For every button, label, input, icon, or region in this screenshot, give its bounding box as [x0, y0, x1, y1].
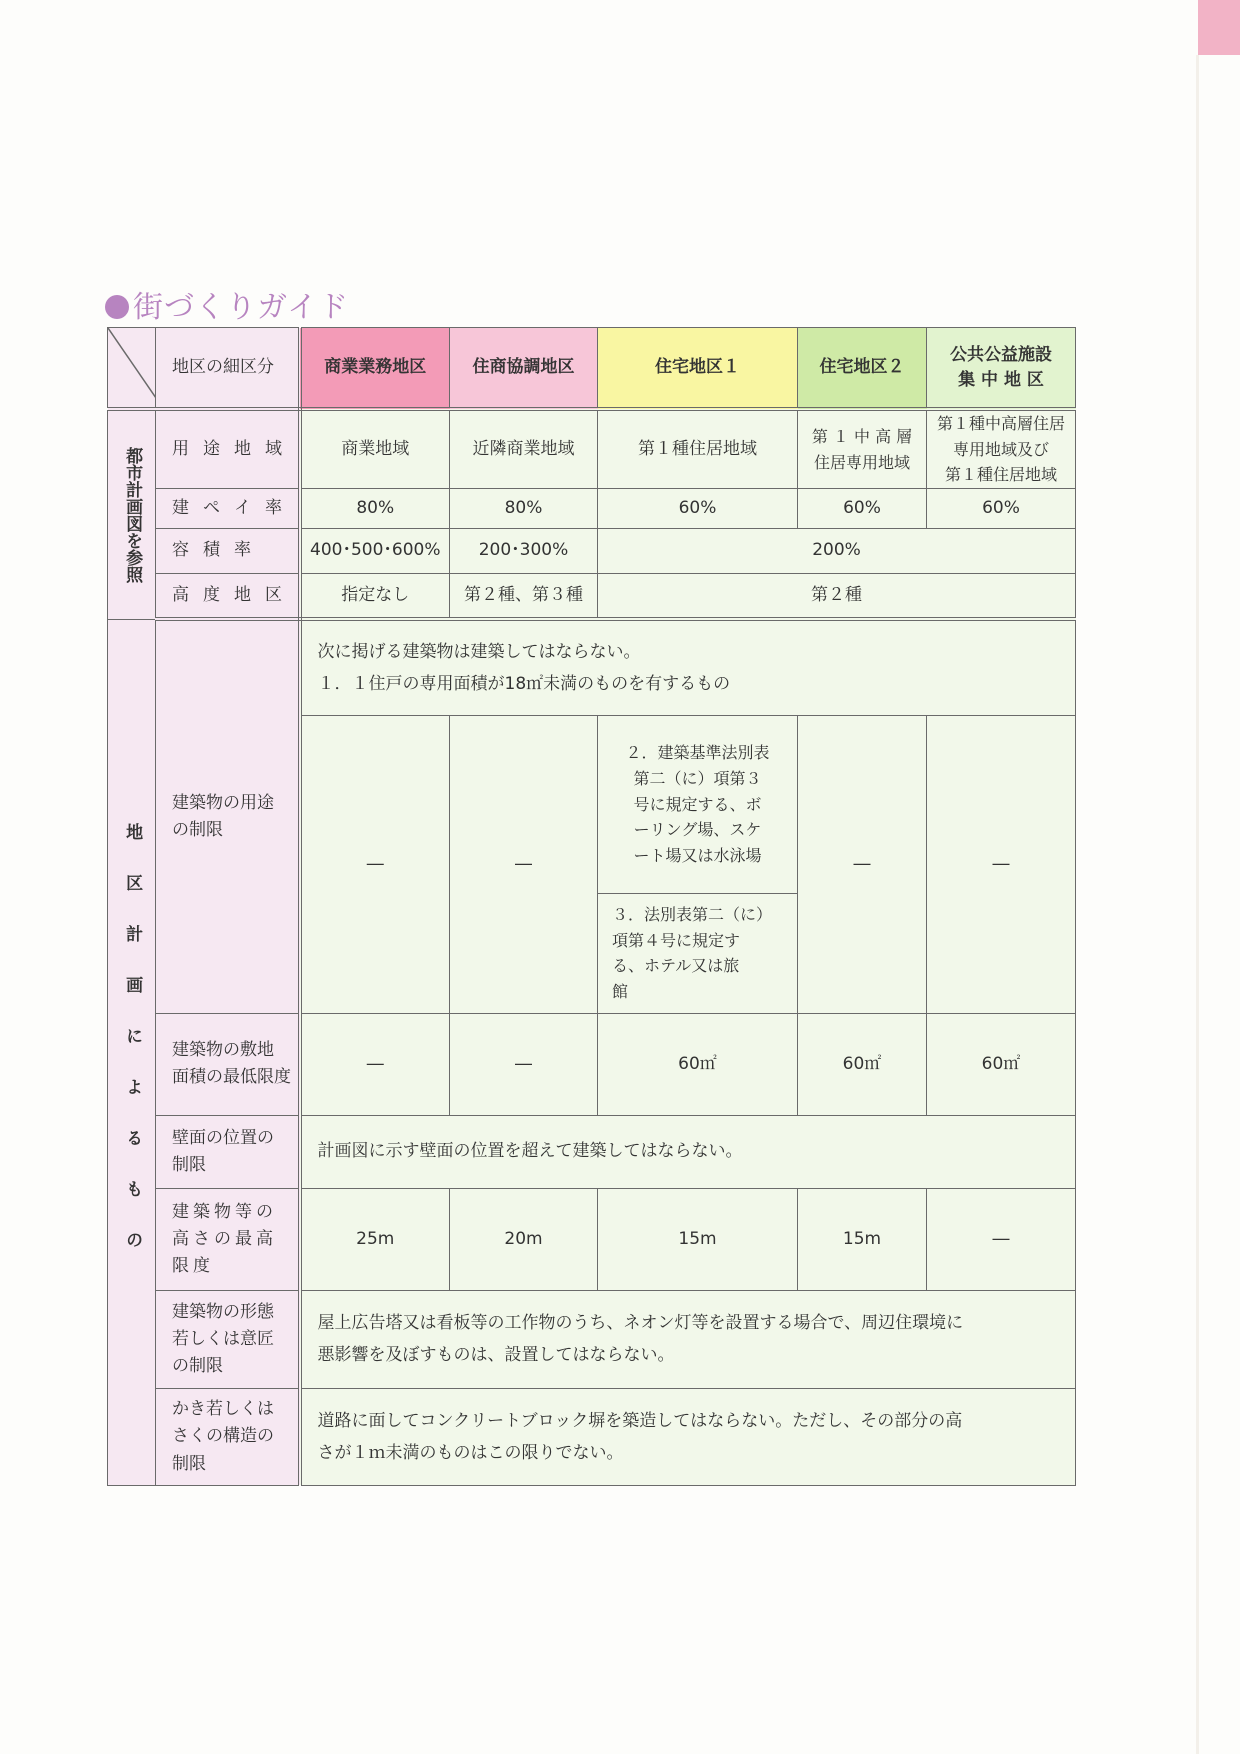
kodo-value: 指定なし: [300, 573, 450, 619]
row-hekimen: [108, 1115, 1076, 1188]
keitai-label: 建築物の形態 若しくは意匠 の制限: [156, 1290, 300, 1388]
yoseki-label: 容積率: [156, 528, 300, 573]
kenpei-label: 建ペイ率: [156, 488, 300, 528]
district-mixed: 住商協調地区: [450, 328, 598, 410]
page-edge: [1196, 55, 1199, 1754]
group2-label-cell: [108, 619, 156, 1485]
youto-seigen-value: ―: [450, 715, 598, 1013]
row-yoseki: [108, 528, 1076, 573]
row-youto: [108, 409, 1076, 488]
kodo-label: 高度地区: [156, 573, 300, 619]
takasa-value: 20m: [450, 1188, 598, 1290]
kodo-value: 第２種、第３種: [450, 573, 598, 619]
youto-seigen-value: ―: [300, 715, 450, 1013]
youto-seigen-common: 次に掲げる建築物は建築してはならない。 １．１住戸の専用面積が18㎡未満のものを有するもの: [300, 619, 1076, 715]
bullet-icon: [105, 295, 129, 319]
kodo-value: 第２種: [598, 573, 1076, 619]
shikichi-value: ―: [450, 1013, 598, 1115]
diagonal-line: [108, 328, 156, 398]
shikichi-label: 建築物の敷地 面積の最低限度: [156, 1013, 300, 1115]
district-public: 公共公益施設 集 中 地 区: [927, 328, 1076, 410]
takasa-label: 建築物等の 高さの最高 限度: [156, 1188, 300, 1290]
takasa-value: 25m: [300, 1188, 450, 1290]
yoseki-value: 400･500･600%: [300, 528, 450, 573]
kenpei-value: 80%: [450, 488, 598, 528]
row-takasa: [108, 1188, 1076, 1290]
row-youto-seigen-common: [108, 619, 1076, 715]
page-title: [105, 282, 349, 326]
kenpei-value: 80%: [300, 488, 450, 528]
kenpei-value: 60%: [598, 488, 798, 528]
youto-value: 商業地域: [300, 409, 450, 488]
district-residential-1: 住宅地区１: [598, 328, 798, 410]
group2-label: 地区計画によるもの: [122, 822, 143, 1282]
district-commercial: 商業業務地区: [300, 328, 450, 410]
page-tab-marker: [1198, 0, 1240, 55]
row-kaki: [108, 1388, 1076, 1485]
kaki-label: かき若しくは さくの構造の 制限: [156, 1388, 300, 1485]
kenpei-value: 60%: [798, 488, 927, 528]
youto-seigen-value: ―: [798, 715, 927, 1013]
kaki-text: 道路に面してコンクリートブロック塀を築造してはならない。ただし、その部分の高 さが１ｍ未満のものはこの限りでない。: [300, 1388, 1076, 1485]
youto-value: 近隣商業地域: [450, 409, 598, 488]
youto-value: 第１種住居地域: [598, 409, 798, 488]
youto-seigen-item2: ２．建築基準法別表 第二（に）項第３ 号に規定する、ボ ーリング場、スケ ート場又は水泳場: [598, 715, 798, 893]
row-kenpei: [108, 488, 1076, 528]
yoseki-value: 200%: [598, 528, 1076, 573]
header-row: [108, 328, 1076, 410]
kenpei-value: 60%: [927, 488, 1076, 528]
takasa-value: 15m: [598, 1188, 798, 1290]
yoseki-value: 200･300%: [450, 528, 598, 573]
youto-value: 第１種中高層住居 専用地域及び 第１種住居地域: [927, 409, 1076, 488]
row-keitai: [108, 1290, 1076, 1388]
youto-seigen-label: 建築物の用途 の制限: [156, 619, 300, 1013]
shikichi-value: 60㎡: [598, 1013, 798, 1115]
takasa-value: 15m: [798, 1188, 927, 1290]
district-residential-2: 住宅地区２: [798, 328, 927, 410]
row-shikichi: [108, 1013, 1076, 1115]
youto-label: 用途地域: [156, 409, 300, 488]
district-guide-table: [107, 327, 1076, 1486]
hekimen-label: 壁面の位置の 制限: [156, 1115, 300, 1188]
shikichi-value: ―: [300, 1013, 450, 1115]
corner-cell: [108, 328, 156, 410]
group1-label: 都市計画図を参照: [122, 447, 143, 584]
row-kodo: [108, 573, 1076, 619]
keitai-text: 屋上広告塔又は看板等の工作物のうち、ネオン灯等を設置する場合で、周辺住環境に 悪影響を及ぼすものは、設置してはならない。: [300, 1290, 1076, 1388]
header-label: 地区の細区分: [156, 328, 300, 410]
takasa-value: ―: [927, 1188, 1076, 1290]
title-text: 街づくりガイド: [133, 290, 350, 325]
youto-value: 第 １ 中 高 層 住居専用地域: [798, 409, 927, 488]
youto-seigen-value: ―: [927, 715, 1076, 1013]
hekimen-text: 計画図に示す壁面の位置を超えて建築してはならない。: [300, 1115, 1076, 1188]
shikichi-value: 60㎡: [927, 1013, 1076, 1115]
group1-label-cell: [108, 409, 156, 619]
youto-seigen-item3: ３．法別表第二（に） 項第４号に規定す る、ホテル又は旅 館: [598, 893, 798, 1013]
shikichi-value: 60㎡: [798, 1013, 927, 1115]
